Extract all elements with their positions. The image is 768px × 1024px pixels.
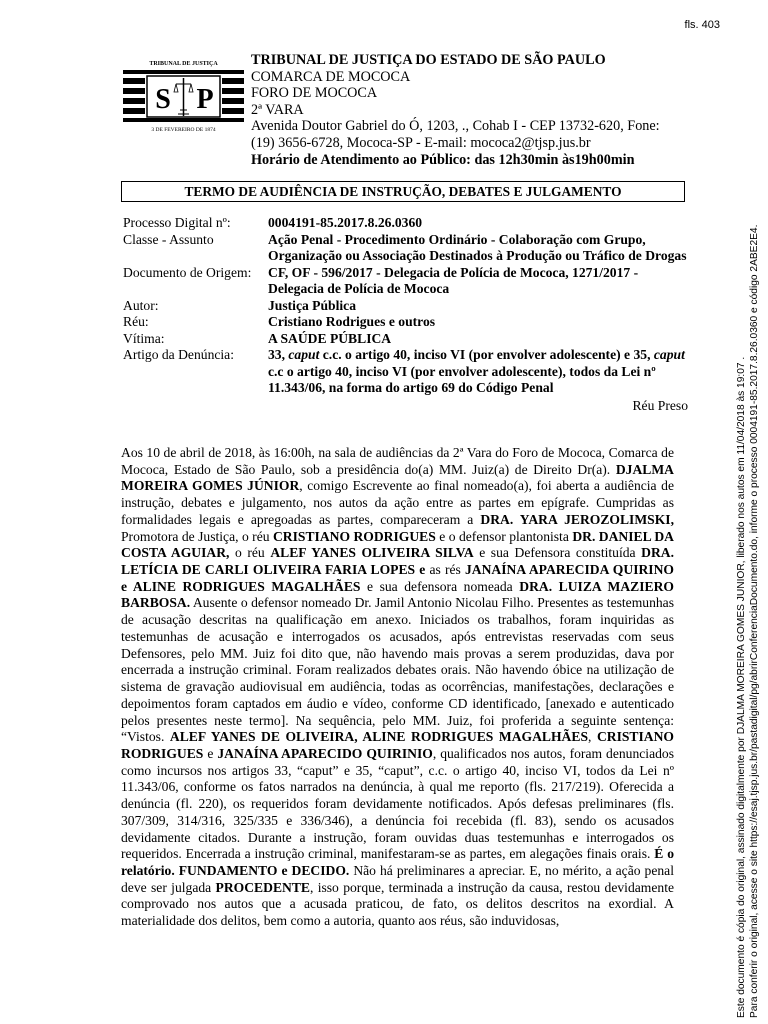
body-segment: DR. DANIEL DA COSTA AGUIAR, — [121, 528, 674, 561]
digital-signature-note — [736, 158, 761, 1018]
body-segment: ALEF YANES OLIVEIRA SILVA — [270, 545, 474, 561]
field-row-classe — [123, 232, 688, 265]
field-value: A SAÚDE PÚBLICA — [268, 330, 392, 346]
signature-note-line-2: Para conferir o original, acesse o site https://esaj.tjsp.jus.br/pastadigital/pg/abrirConferenciaDocumento.do, informe o processo 0004191-85.2017.8.26.0360 e código 2ABE2E4. — [748, 224, 760, 1018]
body-segment: , — [588, 729, 597, 745]
logo-top-text: TRIBUNAL DE JUSTIÇA — [149, 61, 218, 67]
body-segment: e sua defensora nomeada — [360, 578, 520, 594]
field-value: Justiça Pública — [268, 297, 356, 313]
body-segment: , isso porque, terminada a instrução da causa, restou devidamente comprovado nos autos que a acusada praticou, de fato, os delitos descritos na exordial. A materialidade dos delitos, bem como a autoria, quanto aos réus, são induvidosas, — [121, 879, 674, 929]
field-row-artigo — [123, 347, 688, 397]
signature-note-line-1: Este documento é cópia do original, assinado digitalmente por DJALMA MOREIRA GOMES JUNIOR, liberado nos autos em 11/04/2018 às 19:07 . — [736, 356, 747, 1018]
field-value: CF, OF - 596/2017 - Delegacia de Polícia de Mococa, 1271/2017 - Delegacia de Polícia de Mococa — [268, 264, 639, 296]
field-row-autor — [123, 298, 688, 315]
body-segment: DRA. LUIZA MAZIERO BARBOSA. — [121, 578, 674, 611]
body-segment: ALEF YANES DE OLIVEIRA, ALINE RODRIGUES MAGALHÃES — [169, 729, 588, 745]
field-label: Processo Digital nº: — [123, 215, 231, 230]
body-segment: as rés — [425, 562, 465, 578]
body-segment: Ausente o defensor nomeado Dr. Jamil Antonio Nicolau Filho. Presentes as testemunhas de acusação descritas na qualificação em anexo. Iniciados os trabalhos, foram inquiridas as testemunhas de acusação e interrogados os acusados, após entrevistas reservadas com seus Defensores, pelo MM. Juiz foi dito que, não havendo mais provas a serem produzidas, dava por encerrada a instrução criminal. Foram realizados debates orais. Não havendo óbice na utilização de sistema de gravação audiovisual em audiência, todas as ocorrências, manifestações, declarações e depoimentos foram captados em áudio e vídeo, conforme CD identificado, [anexado e autenticado pelos presentes neste termo]. Na sequência, pelo MM. Juiz, foi proferida a seguinte sentença: “Vistos. — [121, 595, 674, 745]
body-segment: Não há preliminares a apreciar. E, no mérito, a ação penal deve ser julgada — [121, 862, 674, 895]
document-title: TERMO DE AUDIÊNCIA DE INSTRUÇÃO, DEBATES E JULGAMENTO — [121, 181, 685, 202]
field-label: Réu: — [123, 314, 149, 329]
body-segment: CRISTIANO RODRIGUES — [272, 528, 436, 544]
body-segment: É o relatório. FUNDAMENTO e DECIDO. — [121, 846, 674, 878]
body-segment: JANAÍNA APARECIDA QUIRINO e ALINE RODRIGUES MAGALHÃES — [121, 562, 674, 594]
court-name: TRIBUNAL DE JUSTIÇA DO ESTADO DE SÃO PAULO — [251, 52, 606, 68]
body-segment: PROCEDENTE — [215, 879, 310, 895]
field-label: Vítima: — [123, 330, 165, 346]
body-segment: Aos 10 de abril de 2018, às 16:00h, na sala de audiências da 2ª Vara do Foro de Mococa, Comarca de Mococa, Estado de São Paulo, sob a presidência do(a) MM. Juiz(a) de Direito Dr(a). — [121, 445, 674, 477]
body-segment: DJALMA MOREIRA GOMES JÚNIOR — [121, 461, 674, 494]
body-segment: e — [203, 745, 218, 761]
field-row-documento — [123, 265, 688, 298]
address-line-2: (19) 3656-6728, Mococa-SP - E-mail: mococa2@tjsp.jus.br — [251, 134, 591, 151]
hearing-text — [121, 445, 674, 930]
case-fields — [123, 215, 688, 414]
logo-letter-s: S — [155, 84, 171, 115]
court-header — [251, 52, 691, 168]
field-label: Artigo da Denúncia: — [123, 347, 234, 362]
comarca: COMARCA DE MOCOCA — [251, 68, 411, 85]
field-value: Cristiano Rodrigues e outros — [268, 314, 436, 329]
body-segment: e o defensor plantonista — [435, 528, 573, 544]
court-logo — [123, 50, 244, 134]
office-hours: Horário de Atendimento ao Público: das 12h30min às19h00min — [251, 151, 635, 168]
field-row-reu — [123, 314, 688, 331]
field-value: 0004191-85.2017.8.26.0360 — [268, 215, 423, 230]
body-segment: e sua Defensora constituída — [473, 545, 642, 561]
foro: FORO DE MOCOCA — [251, 85, 378, 102]
address-line-1: Avenida Doutor Gabriel do Ó, 1203, ., Cohab I - CEP 13732-620, Fone: — [251, 118, 660, 135]
body-segment: o réu — [229, 545, 271, 561]
body-segment: DRA. YARA JEROZOLIMSKI, — [480, 511, 674, 527]
logo-bottom-text: 3 DE FEVEREIRO DE 1874 — [151, 127, 216, 133]
field-value-artigo: 33, caput c.c. o artigo 40, inciso VI (por envolver adolescente) e 35, caput c.c o artigo 40, inciso VI (por envolver adolescente), todos da Lei nº 11.343/06, na forma do artigo 69 do Código Penal — [268, 347, 685, 395]
field-value: Ação Penal - Procedimento Ordinário - Colaboração com Grupo, Organização ou Associação Destinados à Produção ou Tráfico de Drogas — [268, 231, 687, 263]
vara: 2ª VARA — [251, 101, 304, 118]
reu-preso-label: Réu Preso — [632, 397, 688, 413]
field-label: Autor: — [123, 297, 159, 313]
body-segment: , comigo Escrevente ao final nomeado(a), foi aberta a audiência de instrução, debates e julgamento, nos autos da ação entre as partes em epígrafe. Cumpridas as formalidades legais e apregoadas as partes, compareceram a — [121, 478, 674, 527]
field-row-vitima — [123, 331, 688, 348]
field-label: Documento de Origem: — [123, 264, 252, 280]
body-segment: Promotora de Justiça, o réu — [121, 528, 273, 544]
field-row-processo — [123, 215, 688, 232]
body-segment: DRA. LETÍCIA DE CARLI OLIVEIRA FARIA LOPES e — [121, 545, 675, 578]
body-segment: , qualificados nos autos, foram denunciados como incursos nos artigos 33, “caput” e 35, “caput”, c.c. o artigo 40, inciso VI, todos da Lei nº 11.343/06, conforme os fatos narrados na denúncia, à qual me reporto (fls. 217/219). Oferecida a denúncia (fl. 220), os requeridos foram devidamente notificados. Após defesas preliminares (fls. 307/309, 314/316, 325/335 e 336/346), a denúncia foi recebida (fl. 83), sendo os acusados devidamente citados. Durante a instrução, foram ouvidas duas testemunhas e interrogados os requeridos. Encerrada a instrução criminal, manifestaram-se as partes, em alegações finais orais. — [121, 745, 674, 862]
logo-letter-p: P — [196, 84, 214, 115]
body-segment: CRISTIANO RODRIGUES — [121, 729, 674, 761]
page-number: fls. 403 — [684, 19, 720, 31]
field-label: Classe - Assunto — [123, 231, 214, 247]
body-segment: JANAÍNA APARECIDO QUIRINIO — [217, 745, 433, 761]
